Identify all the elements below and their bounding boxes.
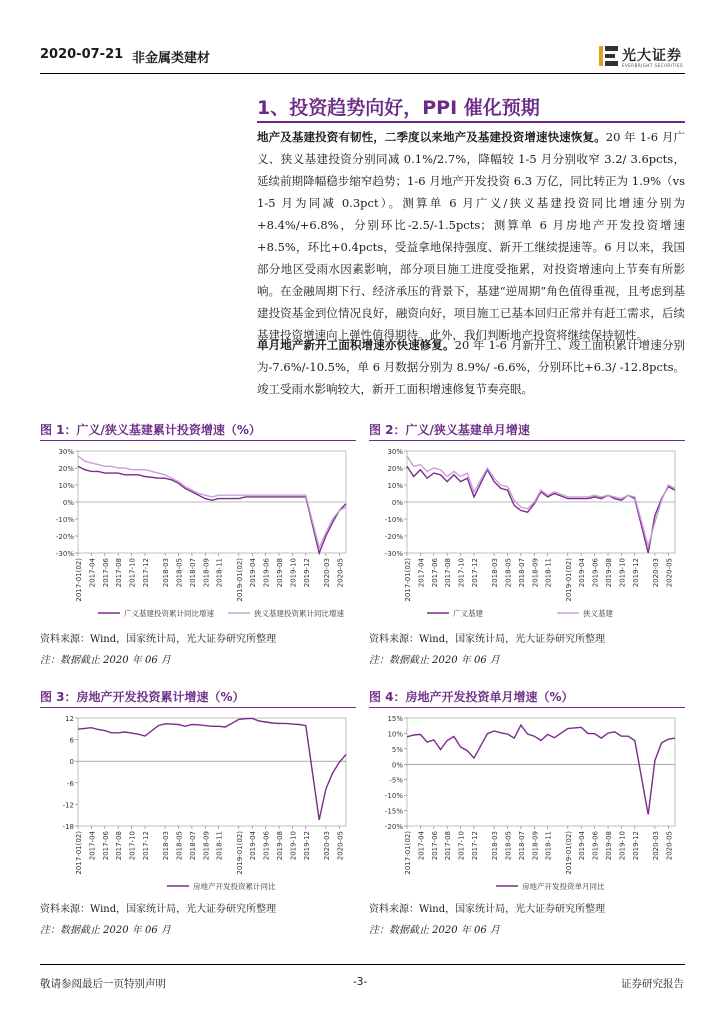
y-tick-label: 15%	[387, 715, 403, 723]
figure-4-note: 注：数据截止 2020 年 06 月	[369, 925, 500, 936]
series-line-1	[407, 725, 675, 815]
x-tick-label: 2020-03	[651, 831, 660, 861]
x-tick-label: 2020-05	[336, 831, 345, 861]
figure-2-source: 资料来源：Wind，国家统计局，光大证券研究所整理	[369, 634, 606, 645]
x-tick-label: 2017-04	[88, 831, 97, 861]
chart-2	[369, 443, 685, 625]
figure-2-title: 图 2：广义/狭义基建单月增速	[369, 423, 530, 437]
x-tick-label: 2019-06	[591, 558, 600, 588]
y-tick-label: -6	[67, 779, 74, 788]
x-tick-label: 2020-05	[665, 831, 674, 861]
x-tick-label: 2018-09	[202, 831, 211, 861]
figure-3-divider	[40, 707, 356, 708]
x-tick-label: 2020-03	[651, 558, 660, 588]
y-tick-label: -10%	[384, 792, 403, 801]
y-tick-label: 5%	[391, 745, 403, 754]
x-tick-label: 2018-09	[531, 558, 540, 588]
x-tick-label: 2017-12	[142, 831, 150, 861]
header-divider	[40, 73, 685, 74]
x-tick-label: 2018-05	[504, 558, 513, 588]
x-tick-label: 2018-03	[491, 831, 500, 861]
x-tick-label: 2018-07	[188, 558, 197, 588]
paragraph-new-starts	[257, 334, 685, 400]
figure-1-divider	[40, 440, 356, 441]
x-tick-label: 2020-05	[336, 558, 345, 588]
y-tick-label: 0%	[62, 499, 74, 507]
x-tick-label: 2019-08	[605, 558, 613, 588]
chart-1	[40, 443, 356, 625]
figure-1-source: 资料来源：Wind，国家统计局，光大证券研究所整理	[40, 634, 277, 645]
x-tick-label: 2019-12	[302, 831, 311, 861]
y-tick-label: -12	[62, 801, 74, 810]
x-tick-label: 2019-10	[618, 831, 627, 861]
x-tick-label: 2018-07	[517, 558, 526, 588]
legend-label: 广义基建	[453, 609, 483, 618]
logo-icon	[598, 44, 620, 68]
x-tick-label: 2017-10	[128, 831, 137, 861]
chart-3	[40, 710, 356, 898]
figure-1-note: 注：数据截止 2020 年 06 月	[40, 655, 171, 666]
section-divider	[257, 121, 685, 123]
y-tick-label: -10%	[384, 516, 403, 524]
report-date: 2020-07-21	[40, 47, 124, 62]
legend-label: 狭义基建投资累计同比增速	[254, 609, 344, 618]
y-tick-label: 12	[65, 715, 74, 723]
y-tick-label: 20%	[387, 465, 403, 473]
logo-name: 光大证券	[622, 48, 682, 64]
legend-label: 广义基建投资累计同比增速	[124, 609, 214, 618]
plot-frame	[78, 718, 346, 826]
paragraph-lead: 地产及基建投资有韧性，二季度以来地产及基建投资增速快速恢复。	[257, 130, 606, 144]
legend-label: 狭义基建	[583, 609, 613, 618]
x-tick-label: 2018-11	[215, 831, 224, 861]
x-tick-label: 2017-06	[430, 558, 439, 588]
y-tick-label: 0%	[391, 499, 403, 507]
figure-3-source: 资料来源：Wind，国家统计局，光大证券研究所整理	[40, 904, 277, 915]
x-tick-label: 2018-05	[175, 558, 184, 588]
paragraph-lead: 单月地产新开工面积增速亦快速修复。	[257, 338, 455, 352]
x-tick-label: 2019-04	[578, 558, 587, 588]
x-tick-label: 2017-10	[457, 831, 466, 861]
footer-disclaimer-note: 敬请参阅最后一页特别声明	[40, 978, 166, 990]
x-tick-label: 2017-12	[471, 558, 479, 588]
broker-logo	[598, 44, 684, 70]
x-tick-label: 2019-06	[591, 831, 600, 861]
paragraph-body: 20 年 1-6 月新开工、竣工面积累计增速分别为-7.6%/-10.5%，单 6 月数据分别为 8.9%/ -6.6%，分别环比+6.3/ -12.8pcts。竣工受雨水影响较大，新开工面积增速修复节奏亮眼。	[257, 338, 685, 396]
x-tick-label: 2019-04	[249, 831, 258, 861]
x-tick-label: 2018-07	[188, 831, 197, 861]
x-tick-label: 2017-08	[115, 558, 124, 588]
x-tick-label: 2019-06	[262, 831, 271, 861]
y-tick-label: 30%	[58, 448, 74, 456]
legend-label: 房地产开发投资累计同比	[193, 882, 276, 891]
y-tick-label: -10%	[55, 516, 74, 524]
x-tick-label: 2017-08	[444, 558, 453, 588]
y-tick-label: -30%	[55, 550, 74, 558]
series-line-1	[78, 718, 346, 820]
x-tick-label: 2017-04	[417, 831, 426, 861]
series-line-1	[78, 466, 346, 553]
x-tick-label: 2017-01(02)	[404, 558, 412, 602]
figure-2-note: 注：数据截止 2020 年 06 月	[369, 655, 500, 666]
figure-2-divider	[369, 440, 685, 441]
figure-1-title: 图 1：广义/狭义基建累计投资增速（%）	[40, 423, 261, 437]
x-tick-label: 2019-08	[605, 831, 613, 861]
x-tick-label: 2017-04	[417, 558, 426, 588]
x-tick-label: 2019-04	[578, 831, 587, 861]
x-tick-label: 2017-06	[430, 831, 439, 861]
chart-4	[369, 710, 685, 898]
x-tick-label: 2018-11	[215, 558, 224, 588]
y-tick-label: -20%	[55, 533, 74, 541]
x-tick-label: 2017-10	[128, 558, 137, 588]
x-tick-label: 2017-08	[444, 831, 453, 861]
x-tick-label: 2019-04	[249, 558, 258, 588]
x-tick-label: 2019-01(02)	[564, 558, 573, 602]
x-tick-label: 2018-11	[544, 558, 553, 588]
x-tick-label: 2019-12	[631, 831, 640, 861]
x-tick-label: 2017-06	[101, 831, 110, 861]
x-tick-label: 2018-07	[517, 831, 526, 861]
figure-4-title: 图 4：房地产开发投资单月增速（%）	[369, 690, 574, 704]
x-tick-label: 2020-05	[665, 558, 674, 588]
y-tick-label: 10%	[387, 482, 403, 490]
y-tick-label: 30%	[387, 448, 403, 456]
x-tick-label: 2019-01(02)	[235, 831, 244, 875]
x-tick-label: 2018-03	[491, 558, 500, 588]
x-tick-label: 2018-09	[202, 558, 211, 588]
figure-3-title: 图 3：房地产开发投资累计增速（%）	[40, 690, 245, 704]
x-tick-label: 2018-03	[162, 558, 171, 588]
legend-label: 房地产开发投资单月同比	[522, 882, 605, 891]
x-tick-label: 2019-01(02)	[564, 831, 573, 875]
x-tick-label: 2017-06	[101, 558, 110, 588]
y-tick-label: -20%	[384, 823, 403, 831]
x-tick-label: 2019-10	[618, 558, 627, 588]
y-tick-label: -18	[62, 823, 74, 831]
figure-4-source: 资料来源：Wind，国家统计局，光大证券研究所整理	[369, 904, 606, 915]
x-tick-label: 2017-08	[115, 831, 124, 861]
y-tick-label: -15%	[384, 807, 403, 816]
footer-report-type: 证券研究报告	[621, 978, 684, 990]
x-tick-label: 2018-05	[175, 831, 184, 861]
x-tick-label: 2019-01(02)	[235, 558, 244, 602]
y-tick-label: 10%	[387, 730, 403, 739]
section-title: 1、投资趋势向好，PPI 催化预期	[257, 97, 540, 119]
y-tick-label: 0	[69, 758, 74, 767]
x-tick-label: 2017-01(02)	[75, 831, 83, 875]
plot-frame	[407, 718, 675, 826]
x-tick-label: 2017-04	[88, 558, 97, 588]
y-tick-label: 0%	[391, 761, 403, 770]
y-tick-label: -5%	[389, 776, 403, 785]
x-tick-label: 2019-12	[631, 558, 640, 588]
x-tick-label: 2018-05	[504, 831, 513, 861]
x-tick-label: 2017-10	[457, 558, 466, 588]
y-tick-label: -30%	[384, 550, 403, 558]
x-tick-label: 2019-08	[276, 558, 284, 588]
figure-3-note: 注：数据截止 2020 年 06 月	[40, 925, 171, 936]
x-tick-label: 2018-03	[162, 831, 171, 861]
footer-divider	[40, 964, 685, 965]
paragraph-infrastructure	[257, 126, 685, 346]
x-tick-label: 2017-01(02)	[75, 558, 83, 602]
x-tick-label: 2019-06	[262, 558, 271, 588]
x-tick-label: 2019-10	[289, 558, 298, 588]
report-sector: 非金属类建材	[132, 51, 211, 66]
paragraph-body: 20 年 1-6 月广义、狭义基建投资分别同减 0.1%/2.7%，降幅较 1-5 月分别收窄 3.2/ 3.6pcts，延续前期降幅稳步缩窄趋势；1-6 月地产开发投资 6.3 万亿，同比转正为 1.9%（vs 1-5 月为同减 0.3pct）。测算单 6 月广义/狭义基建投资同比增速分别为+8.4%/+6.8%，分别环比-2.5/-1.5pcts；测算单 6 月房地产开发投资增速+8.5%，环比+0.4pcts，受益拿地保持强度、新开工继续提速等。6 月以来，我国部分地区受雨水因素影响，部分项目施工进度受拖累，对投资增速向上节奏有所影响。在金融周期下行、经济承压的背景下，基建“逆周期”角色值得重视，且考虑到基建投资基金到位情况良好，融资向好，项目施工已基本回归正常并有赶工需求，后续基建投资增速向上弹性值得期待。此外，我们判断地产投资将继续保持韧性。	[257, 130, 685, 342]
series-line-1	[407, 466, 675, 553]
x-tick-label: 2018-09	[531, 831, 540, 861]
y-tick-label: -20%	[384, 533, 403, 541]
x-tick-label: 2017-12	[142, 558, 150, 588]
logo-english: EVERBRIGHT SECURITIES	[622, 63, 684, 68]
x-tick-label: 2019-12	[302, 558, 311, 588]
y-tick-label: 20%	[58, 465, 74, 473]
x-tick-label: 2020-03	[322, 831, 331, 861]
x-tick-label: 2019-10	[289, 831, 298, 861]
x-tick-label: 2018-11	[544, 831, 553, 861]
y-tick-label: 6	[69, 736, 74, 745]
page-number: -3-	[353, 976, 368, 988]
x-tick-label: 2017-12	[471, 831, 479, 861]
x-tick-label: 2020-03	[322, 558, 331, 588]
y-tick-label: 10%	[58, 482, 74, 490]
x-tick-label: 2017-01(02)	[404, 831, 412, 875]
figure-4-divider	[369, 707, 685, 708]
x-tick-label: 2019-08	[276, 831, 284, 861]
